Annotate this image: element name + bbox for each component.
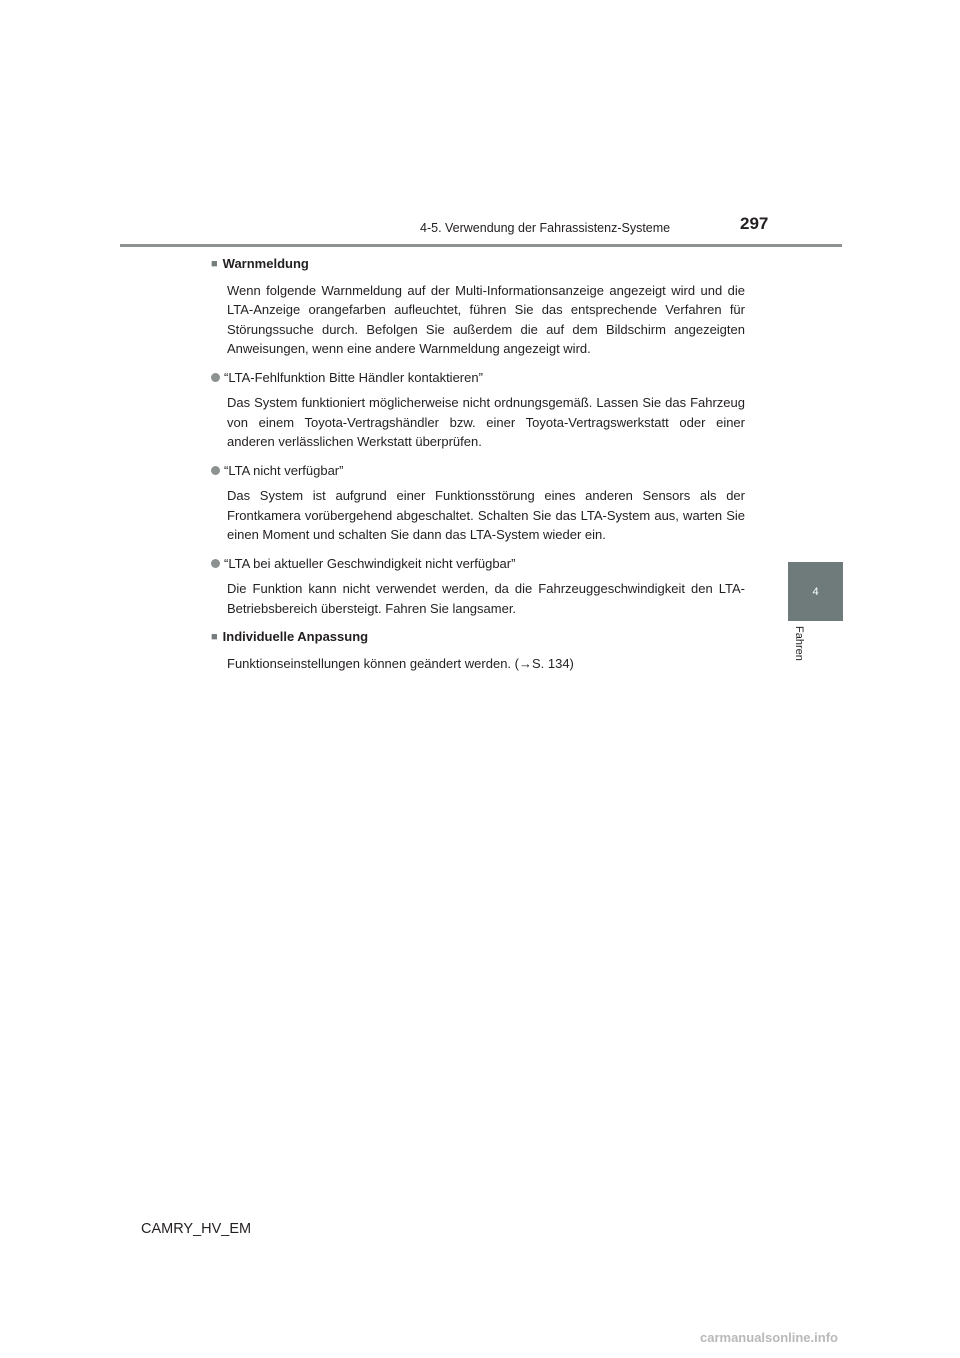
list-item-text: Die Funktion kann nicht verwendet werden, da die Fahrzeuggeschwindigkeit den LTA-Betriebsbereich übersteigt. Fahren Sie langsamer. — [227, 581, 745, 616]
anpassung-heading-text: Individuelle Anpassung — [222, 629, 369, 644]
circle-bullet-icon — [211, 466, 220, 475]
list-item-text: Das System ist aufgrund einer Funktionsstörung eines anderen Sensors als der Frontkamera vorübergehend abgeschaltet. Schalten Sie das LTA-System aus, warten Sie einen Moment und schalten Sie dann das LTA-System wieder ein. — [227, 488, 745, 542]
item-title-text: “LTA nicht verfügbar” — [224, 462, 344, 478]
chapter-number: 4 — [812, 585, 819, 598]
chapter-tab — [788, 562, 843, 621]
item-title-text: “LTA bei aktueller Geschwindigkeit nicht verfügbar” — [224, 555, 516, 571]
header-rule — [120, 244, 842, 247]
circle-bullet-icon — [211, 373, 220, 382]
anpassung-heading — [211, 627, 745, 648]
chapter-label: Fahren — [793, 626, 805, 661]
anpassung-text: Funktionseinstellungen können geändert werden. (→S. 134) — [227, 655, 574, 671]
square-bullet-icon: ■ — [211, 631, 218, 643]
circle-bullet-icon — [211, 559, 220, 568]
item-title-text: “LTA-Fehlfunktion Bitte Händler kontaktieren” — [224, 369, 483, 385]
main-content — [211, 254, 745, 682]
square-bullet-icon: ■ — [211, 258, 218, 270]
list-item-title — [211, 461, 745, 481]
page-number: 297 — [740, 214, 769, 233]
watermark: carmanualsonline.info — [700, 1330, 838, 1345]
warnmeldung-heading — [211, 254, 745, 275]
warnmeldung-intro: Wenn folgende Warnmeldung auf der Multi-Informationsanzeige angezeigt wird und die LTA-Anzeige orangefarben aufleuchtet, führen Sie das entsprechende Verfahren für Störungssuche durch. Befolgen Sie außerdem die auf dem Bildschirm angezeigten Anweisungen, wenn eine andere Warnmeldung angezeigt wird. — [227, 282, 745, 356]
list-item-text: Das System funktioniert möglicherweise nicht ordnungsgemäß. Lassen Sie das Fahrzeug von einem Toyota-Vertragshändler bzw. einer Toyota-Vertragswerkstatt oder einer anderen verlässlichen Werkstatt überprüfen. — [227, 395, 745, 449]
list-item-title — [211, 368, 745, 388]
warnmeldung-heading-text: Warnmeldung — [222, 256, 309, 271]
list-item-title — [211, 554, 745, 574]
header-section-title: 4-5. Verwendung der Fahrassistenz-Systeme — [420, 221, 671, 235]
footer-code: CAMRY_HV_EM — [141, 1221, 252, 1237]
